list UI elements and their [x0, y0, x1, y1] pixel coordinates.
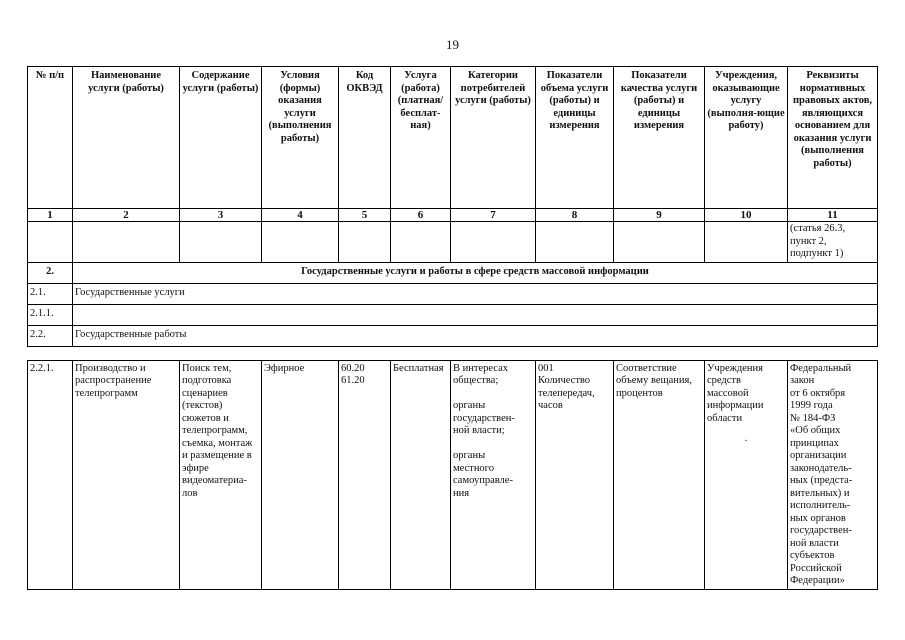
header-quality: Показатели качества услуги (работы) и единицы измерения: [614, 67, 705, 209]
section-2-1-row: [28, 283, 878, 304]
consumer-categories: В интересах общества; органы государствен- ной власти; органы местного самоуправле- ния: [451, 360, 536, 589]
section-title: Государственные услуги и работы в сфере средств массовой информации: [73, 262, 878, 283]
continuation-row: [28, 222, 878, 263]
column-number: 3: [180, 209, 262, 222]
header-okved: Код ОКВЭД: [339, 67, 391, 209]
section-number: 2.2.: [28, 325, 73, 346]
service-content: Поиск тем, подготовка сценариев (текстов) сюжетов и телепрограмм, съемка, монтаж и размещение в эфире видеоматериа- лов: [180, 360, 262, 589]
section-2-row: [28, 262, 878, 283]
section-2-1-1-row: [28, 304, 878, 325]
header-name: Наименование услуги (работы): [73, 67, 180, 209]
column-number: 11: [788, 209, 878, 222]
column-number: 1: [28, 209, 73, 222]
empty-cell: [28, 222, 73, 263]
okved-code: 60.20 61.20: [339, 360, 391, 589]
header-row: [28, 67, 878, 209]
header-num: № п/п: [28, 67, 73, 209]
paid-status: Бесплатная: [391, 360, 451, 589]
section-number: 2.1.1.: [28, 304, 73, 325]
column-number: 2: [73, 209, 180, 222]
section-title: Государственные работы: [73, 325, 878, 346]
service-name: Производство и распространение телепрограмм: [73, 360, 180, 589]
spacer-row: [28, 346, 878, 360]
empty-cell: [536, 222, 614, 263]
column-number: 4: [262, 209, 339, 222]
header-conditions: Условия (формы) оказания услуги (выполнения работы): [262, 67, 339, 209]
empty-cell: [391, 222, 451, 263]
service-conditions: Эфирное: [262, 360, 339, 589]
empty-cell: [262, 222, 339, 263]
column-number: 8: [536, 209, 614, 222]
column-number: 10: [705, 209, 788, 222]
column-number: 7: [451, 209, 536, 222]
legal-acts: Федеральный закон от 6 октября 1999 года № 184-ФЗ «Об общих принципах организации законодатель- ных (предста- вительных) и исполнитель- ных органов государствен- ной власти субъектов Российской Федерации»: [788, 360, 878, 589]
empty-cell: [451, 222, 536, 263]
empty-cell: [73, 304, 878, 325]
empty-cell: [339, 222, 391, 263]
stray-mark: .: [744, 433, 748, 444]
header-legal: Реквизиты нормативных правовых актов, являющихся основанием для оказания услуги (выполнения работы): [788, 67, 878, 209]
header-content: Содержание услуги (работы): [180, 67, 262, 209]
services-table: [27, 66, 878, 590]
row-number: 2.2.1.: [28, 360, 73, 589]
empty-cell: [705, 222, 788, 263]
section-title: Государственные услуги: [73, 283, 878, 304]
header-institutions: Учреждения, оказывающие услугу (выполня-ющие работу): [705, 67, 788, 209]
section-2-2-row: [28, 325, 878, 346]
section-number: 2.: [28, 262, 73, 283]
empty-cell: [614, 222, 705, 263]
institutions-text: Учреждения средств массовой информации области: [707, 362, 764, 424]
page-number: 19: [446, 37, 459, 52]
section-number: 2.1.: [28, 283, 73, 304]
header-consumers: Категории потребителей услуги (работы): [451, 67, 536, 209]
empty-cell: [180, 222, 262, 263]
column-number-row: [28, 209, 878, 222]
spacer: [28, 346, 878, 360]
column-number: 9: [614, 209, 705, 222]
table-row: [28, 360, 878, 589]
volume-indicators: 001 Количество телепередач, часов: [536, 360, 614, 589]
empty-cell: [73, 222, 180, 263]
column-number: 6: [391, 209, 451, 222]
header-paid: Услуга (работа) (платная/ бесплат-ная): [391, 67, 451, 209]
quality-indicators: Соответствие объему вещания, процентов: [614, 360, 705, 589]
institutions-cell: [705, 360, 788, 589]
continuation-legal-text: (статья 26.3, пункт 2, подпункт 1): [788, 222, 878, 263]
column-number: 5: [339, 209, 391, 222]
header-volume: Показатели объема услуги (работы) и единицы измерения: [536, 67, 614, 209]
